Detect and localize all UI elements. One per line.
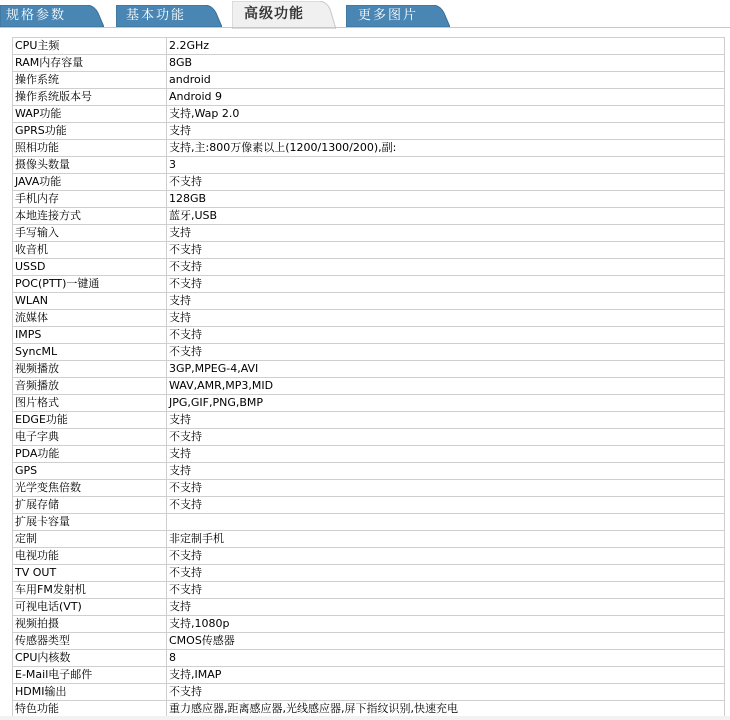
table-row: [13, 293, 725, 310]
table-row: [13, 480, 725, 497]
spec-value: 不支持: [167, 497, 725, 514]
spec-value: 支持: [167, 310, 725, 327]
table-row: [13, 327, 725, 344]
spec-key: 可视电话(VT): [13, 599, 167, 616]
tab-underline: [0, 27, 730, 28]
spec-key: 传感器类型: [13, 633, 167, 650]
spec-key: 特色功能: [13, 701, 167, 718]
bottom-strip: [0, 716, 730, 720]
spec-key: 定制: [13, 531, 167, 548]
spec-value: 不支持: [167, 344, 725, 361]
spec-value: 非定制手机: [167, 531, 725, 548]
spec-key: E-Mail电子邮件: [13, 667, 167, 684]
table-row: [13, 225, 725, 242]
table-row: [13, 72, 725, 89]
spec-key: 电视功能: [13, 548, 167, 565]
spec-key: 操作系统版本号: [13, 89, 167, 106]
spec-value: 2.2GHz: [167, 38, 725, 55]
spec-value: 支持: [167, 599, 725, 616]
spec-key: WAP功能: [13, 106, 167, 123]
spec-value: 支持,Wap 2.0: [167, 106, 725, 123]
spec-value: 不支持: [167, 684, 725, 701]
table-row: [13, 701, 725, 718]
spec-key: 流媒体: [13, 310, 167, 327]
spec-key: 扩展卡容量: [13, 514, 167, 531]
table-row: [13, 667, 725, 684]
tab-label: 更多图片: [358, 8, 419, 23]
tab-label: 高级功能: [244, 6, 304, 22]
spec-value: 8: [167, 650, 725, 667]
spec-key: 图片格式: [13, 395, 167, 412]
table-row: [13, 123, 725, 140]
spec-table: [12, 37, 725, 718]
table-row: [13, 395, 725, 412]
spec-value: 不支持: [167, 429, 725, 446]
spec-value: 蓝牙,USB: [167, 208, 725, 225]
spec-value: 不支持: [167, 242, 725, 259]
spec-value: 不支持: [167, 582, 725, 599]
spec-value: 支持: [167, 463, 725, 480]
table-row: [13, 259, 725, 276]
table-row: [13, 157, 725, 174]
spec-value: 不支持: [167, 565, 725, 582]
spec-key: GPRS功能: [13, 123, 167, 140]
table-row: [13, 344, 725, 361]
spec-key: 车用FM发射机: [13, 582, 167, 599]
spec-value: 支持,1080p: [167, 616, 725, 633]
spec-value: 3: [167, 157, 725, 174]
spec-key: WLAN: [13, 293, 167, 310]
spec-key: RAM内存容量: [13, 55, 167, 72]
spec-key: POC(PTT)一键通: [13, 276, 167, 293]
spec-key: 手写输入: [13, 225, 167, 242]
spec-key: CPU主频: [13, 38, 167, 55]
table-row: [13, 412, 725, 429]
table-row: [13, 38, 725, 55]
spec-value: WAV,AMR,MP3,MID: [167, 378, 725, 395]
spec-value: 不支持: [167, 259, 725, 276]
spec-value: 重力感应器,距离感应器,光线感应器,屏下指纹识别,快速充电: [167, 701, 725, 718]
spec-key: JAVA功能: [13, 174, 167, 191]
tab-label: 基本功能: [126, 8, 187, 23]
table-row: [13, 89, 725, 106]
spec-key: TV OUT: [13, 565, 167, 582]
spec-value: 支持: [167, 412, 725, 429]
table-row: [13, 616, 725, 633]
spec-value: CMOS传感器: [167, 633, 725, 650]
table-row: [13, 599, 725, 616]
table-row: [13, 140, 725, 157]
spec-key: 照相功能: [13, 140, 167, 157]
spec-value: 不支持: [167, 174, 725, 191]
spec-key: 摄像头数量: [13, 157, 167, 174]
spec-value: android: [167, 72, 725, 89]
spec-key: 光学变焦倍数: [13, 480, 167, 497]
tab-label: 规格参数: [6, 8, 67, 23]
tab-basic-features[interactable]: [116, 5, 222, 27]
spec-key: PDA功能: [13, 446, 167, 463]
spec-key: 电子字典: [13, 429, 167, 446]
table-row: [13, 463, 725, 480]
table-row: [13, 310, 725, 327]
spec-value: 不支持: [167, 480, 725, 497]
table-row: [13, 208, 725, 225]
spec-key: EDGE功能: [13, 412, 167, 429]
spec-key: 本地连接方式: [13, 208, 167, 225]
spec-value: 支持,IMAP: [167, 667, 725, 684]
spec-key: 操作系统: [13, 72, 167, 89]
table-row: [13, 378, 725, 395]
table-row: [13, 106, 725, 123]
spec-value: 支持,主:800万像素以上(1200/1300/200),副:: [167, 140, 725, 157]
spec-value: 128GB: [167, 191, 725, 208]
table-row: [13, 361, 725, 378]
spec-key: 扩展存储: [13, 497, 167, 514]
spec-value: 不支持: [167, 327, 725, 344]
table-row: [13, 276, 725, 293]
spec-key: 手机内存: [13, 191, 167, 208]
spec-value: JPG,GIF,PNG,BMP: [167, 395, 725, 412]
table-row: [13, 531, 725, 548]
spec-value: 不支持: [167, 276, 725, 293]
spec-value: 8GB: [167, 55, 725, 72]
spec-key: HDMI输出: [13, 684, 167, 701]
spec-key: 视频播放: [13, 361, 167, 378]
table-row: [13, 429, 725, 446]
spec-value: Android 9: [167, 89, 725, 106]
table-row: [13, 633, 725, 650]
spec-key: 视频拍摄: [13, 616, 167, 633]
table-row: [13, 55, 725, 72]
tab-advanced-features[interactable]: [232, 1, 336, 29]
spec-key: 音频播放: [13, 378, 167, 395]
table-row: [13, 582, 725, 599]
table-row: [13, 446, 725, 463]
table-row: [13, 497, 725, 514]
table-row: [13, 565, 725, 582]
spec-key: GPS: [13, 463, 167, 480]
spec-key: 收音机: [13, 242, 167, 259]
tab-specs[interactable]: [0, 5, 104, 27]
table-row: [13, 548, 725, 565]
table-row: [13, 514, 725, 531]
spec-key: SyncML: [13, 344, 167, 361]
table-row: [13, 242, 725, 259]
spec-value: 支持: [167, 446, 725, 463]
table-row: [13, 650, 725, 667]
spec-value: 支持: [167, 293, 725, 310]
table-row: [13, 191, 725, 208]
tab-bar: [0, 0, 730, 29]
spec-value: 3GP,MPEG-4,AVI: [167, 361, 725, 378]
spec-key: IMPS: [13, 327, 167, 344]
spec-value: 不支持: [167, 548, 725, 565]
table-row: [13, 684, 725, 701]
spec-value: 支持: [167, 123, 725, 140]
tab-more-images[interactable]: [346, 5, 450, 27]
table-row: [13, 174, 725, 191]
spec-key: CPU内核数: [13, 650, 167, 667]
spec-value: [167, 514, 725, 531]
spec-value: 支持: [167, 225, 725, 242]
spec-key: USSD: [13, 259, 167, 276]
